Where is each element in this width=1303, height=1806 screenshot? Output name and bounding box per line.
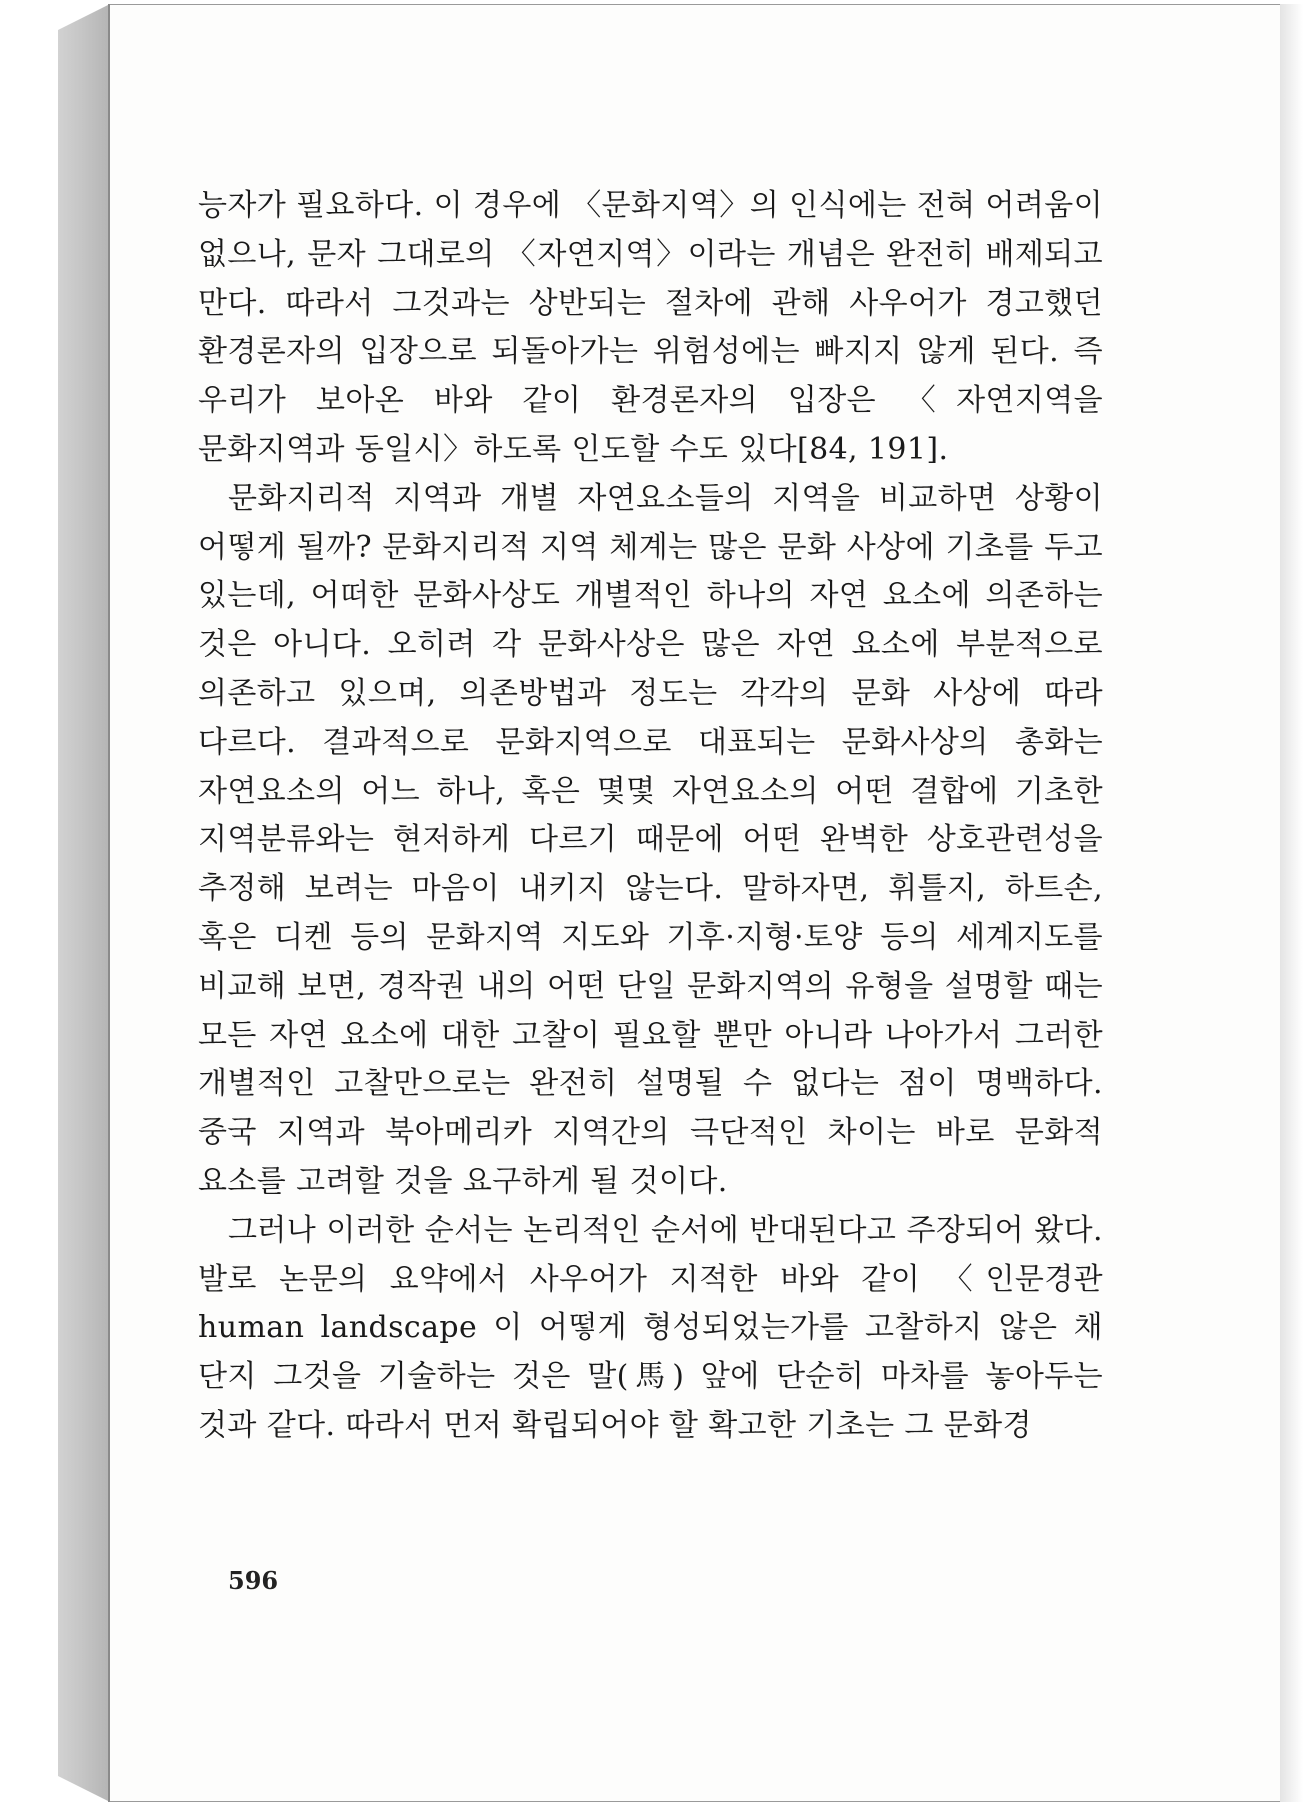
- page-number: 596: [228, 1566, 279, 1595]
- book-spine: [58, 4, 110, 1802]
- body-text: [198, 182, 1103, 1451]
- paragraph-2: 문화지리적 지역과 개별 자연요소들의 지역을 비교하면 상황이 어떻게 될까? 문화지리적 지역 체계는 많은 문화 사상에 기초를 두고 있는데, 어떠한 문화사상도 개별적인 하나의 자연 요소에 의존하는 것은 아니다. 오히려 각 문화사상은 많은 자연 요소에 부분적으로 의존하고 있으며, 의존방법과 정도는 각각의 문화 사상에 따라 다르다. 결과적으로 문화지역으로 대표되는 문화사상의 총화는 자연요소의 어느 하나, 혹은 몇몇 자연요소의 어떤 결합에 기초한 지역분류와는 현저하게 다르기 때문에 어떤 완벽한 상호관련성을 추정해 보려는 마음이 내키지 않는다. 말하자면, 휘틀지, 하트손, 혹은 디켄 등의 문화지역 지도와 기후·지형·토양 등의 세계지도를 비교해 보면, 경작권 내의 어떤 단일 문화지역의 유형을 설명할 때는 모든 자연 요소에 대한 고찰이 필요할 뿐만 아니라 나아가서 그러한 개별적인 고찰만으로는 완전히 설명될 수 없다는 점이 명백하다. 중국 지역과 북아메리카 지역간의 극단적인 차이는 바로 문화적 요소를 고려할 것을 요구하게 될 것이다.: [198, 480, 1103, 1199]
- page-shadow: [1280, 4, 1303, 1802]
- paragraph-3: 그러나 이러한 순서는 논리적인 순서에 반대된다고 주장되어 왔다. 발로 논문의 요약에서 사우어가 지적한 바와 같이 〈인문경관 human landscape 이 어떻게 형성되었는가를 고찰하지 않은 채 단지 그것을 기술하는 것은 말(馬) 앞에 단순히 마차를 놓아두는 것과 같다. 따라서 먼저 확립되어야 할 확고한 기초는 그 문화경: [198, 1212, 1103, 1443]
- paragraph-1: 능자가 필요하다. 이 경우에 〈문화지역〉의 인식에는 전혀 어려움이 없으나, 문자 그대로의 〈자연지역〉이라는 개념은 완전히 배제되고 만다. 따라서 그것과는 상반되는 절차에 관해 사우어가 경고했던 환경론자의 입장으로 되돌아가는 위험성에는 빠지지 않게 된다. 즉 우리가 보아온 바와 같이 환경론자의 입장은 〈자연지역을 문화지역과 동일시〉하도록 인도할 수도 있다[84, 191].: [198, 188, 1103, 467]
